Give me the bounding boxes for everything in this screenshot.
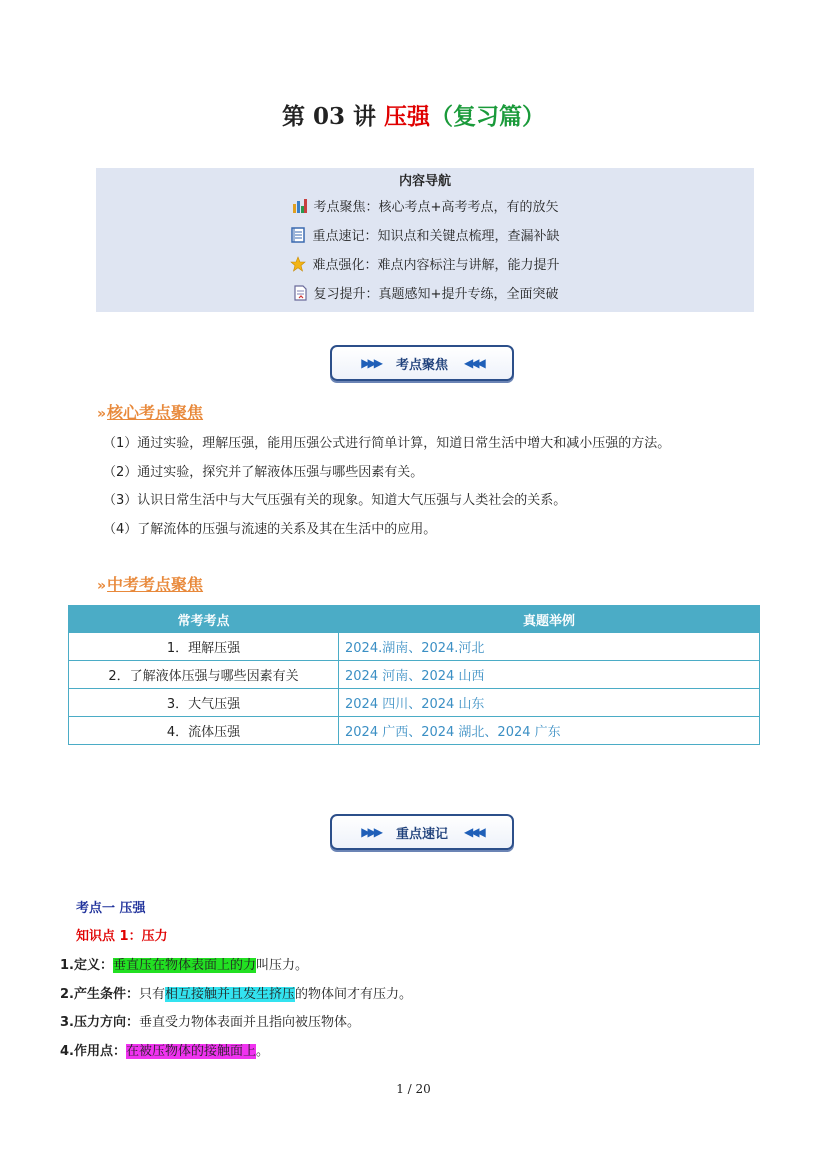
action-point-line: 4.作用点：在被压物体的接触面上。 (60, 1044, 270, 1059)
nav-heading: 内容导航 (398, 174, 451, 189)
column-header: 真题举例 (339, 606, 760, 633)
banner-focus: ▶▶▶ 考点聚焦 ◀◀◀ (330, 345, 514, 381)
exam-heading: » 中考考点聚焦 (97, 575, 204, 594)
title-suffix: （复习篇） (430, 103, 546, 130)
column-header: 常考考点 (69, 606, 339, 633)
content-navigation (96, 168, 754, 312)
nav-row-notes: 重点速记：知识点和关键点梳理，查漏补缺 (96, 225, 754, 244)
page-number: 1 / 20 (396, 1082, 431, 1096)
core-heading: » 核心考点聚焦 (97, 403, 204, 422)
core-item: （4）了解流体的压强与流速的关系及其在生活中的应用。 (103, 522, 437, 537)
definition-line: 1.定义：垂直压在物体表面上的力叫压力。 (60, 958, 309, 973)
zhishi-title: 知识点 1：压力 (76, 929, 168, 944)
nav-row-difficult: 难点强化：难点内容标注与讲解，能力提升 (96, 254, 754, 273)
core-item: （2）通过实验，探究并了解液体压强与哪些因素有关。 (103, 465, 424, 480)
star-icon (290, 256, 306, 272)
table-header-row (69, 606, 760, 633)
condition-line: 2.产生条件：只有相互接触并且发生挤压的物体间才有压力。 (60, 987, 413, 1002)
nav-row-focus: 考点聚焦：核心考点+高考考点，有的放矢 (96, 196, 754, 215)
notebook-icon (290, 227, 306, 243)
table-row: 4．流体压强 2024 广西、2024 湖北、2024 广东 (69, 717, 760, 745)
title-main: 压强 (384, 103, 431, 130)
table-row: 1．理解压强 2024.湖南、2024.河北 (69, 633, 760, 661)
table-row: 3．大气压强 2024 四川、2024 山东 (69, 689, 760, 717)
kaodian-title: 考点一 压强 (76, 901, 146, 916)
page-title: 第 03 讲 压强（复习篇） (281, 103, 546, 130)
document-icon (292, 285, 308, 301)
highlight-text: 垂直压在物体表面上的力 (113, 958, 257, 973)
highlight-text: 在被压物体的接触面上 (126, 1044, 257, 1059)
banner-key-notes: ▶▶▶ 重点速记 ◀◀◀ (330, 814, 514, 850)
exam-table (68, 605, 760, 745)
direction-line: 3.压力方向：垂直受力物体表面并且指向被压物体。 (60, 1015, 361, 1030)
chart-books-icon (292, 198, 308, 214)
table-row: 2．了解液体压强与哪些因素有关 2024 河南、2024 山西 (69, 661, 760, 689)
highlight-text: 相互接触并且发生挤压 (165, 987, 296, 1002)
core-item: （3）认识日常生活中与大气压强有关的现象。知道大气压强与人类社会的关系。 (103, 493, 567, 508)
nav-row-review: 复习提升：真题感知+提升专练，全面突破 (96, 283, 754, 302)
core-item: （1）通过实验，理解压强，能用压强公式进行简单计算，知道日常生活中增大和减小压强的方法。 (103, 436, 671, 451)
